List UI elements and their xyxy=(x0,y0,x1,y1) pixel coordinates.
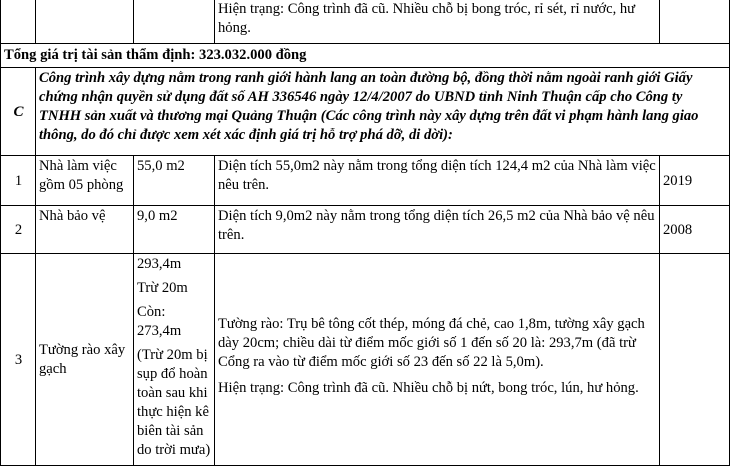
item-quantity xyxy=(134,254,215,466)
item-quantity: 55,0 m2 xyxy=(134,156,215,206)
status-paragraph: Hiện trạng: Công trình đã cũ. Nhiều chỗ bị nứt, bong tróc, lún, hư hỏng. xyxy=(218,380,639,396)
table-row xyxy=(1,156,730,206)
qty-note: (Trừ 20m bị sụp đổ hoàn toàn sau khi thực hiện kê biên tài sản do trời mưa) xyxy=(137,347,211,458)
row-number: 1 xyxy=(1,156,36,206)
table-row xyxy=(1,206,730,254)
section-c-row xyxy=(1,68,730,156)
cell-year xyxy=(660,0,730,44)
row-number: 3 xyxy=(1,254,36,466)
cell-no xyxy=(1,0,36,44)
cell-name xyxy=(36,0,134,44)
item-name: Tường rào xây gạch xyxy=(36,254,134,466)
total-value-row xyxy=(1,44,730,68)
item-year: 2019 xyxy=(660,156,730,206)
row-number: 2 xyxy=(1,206,36,254)
qty-line: 293,4m xyxy=(137,256,182,272)
qty-line: Còn: 273,4m xyxy=(137,304,182,339)
item-description: Diện tích 9,0m2 này nằm trong tổng diện tích 26,5 m2 của Nhà bảo vệ nêu trên. xyxy=(215,206,660,254)
section-label: C xyxy=(1,68,36,156)
status-description: Hiện trạng: Công trình đã cũ. Nhiều chỗ bị bong tróc, rỉ sét, rỉ nước, hư hỏng. xyxy=(215,0,660,44)
total-value-text: Tổng giá trị tài sản thẩm định: 323.032.000 đồng xyxy=(1,44,730,68)
qty-line: Trừ 20m xyxy=(137,280,188,296)
description-paragraph: Tường rào: Trụ bê tông cốt thép, móng đá chẻ, cao 1,8m, tường xây gạch dày 20cm; chiều dài từ điểm mốc giới số 1 đến số 20 là: 293,7m (đã trừ Cổng ra vào từ điểm mốc giới số 23 đến số 22 là 5,0m). xyxy=(218,316,645,370)
item-description xyxy=(215,254,660,466)
table-row-top xyxy=(1,0,730,44)
cell-qty xyxy=(134,0,215,44)
item-name: Nhà làm việc gồm 05 phòng xyxy=(36,156,134,206)
item-year xyxy=(660,254,730,466)
item-name: Nhà bảo vệ xyxy=(36,206,134,254)
table-row xyxy=(1,254,730,466)
item-quantity: 9,0 m2 xyxy=(134,206,215,254)
item-description: Diện tích 55,0m2 này nằm trong tổng diện tích 124,4 m2 của Nhà làm việc nêu trên. xyxy=(215,156,660,206)
section-description: Công trình xây dựng nằm trong ranh giới hành lang an toàn đường bộ, đồng thời nằm ngoài ranh giới Giấy chứng nhận quyền sử dụng đất số AH 336546 ngày 12/4/2007 do UBND tỉnh Ninh Thuận cấp cho Công ty TNHH sản xuất và thương mại Quảng Thuận (Các công trình này xây dựng trên đất vi phạm hành lang giao thông, do đó chỉ được xem xét xác định giá trị hỗ trợ phá dỡ, di dời): xyxy=(36,68,730,156)
item-year: 2008 xyxy=(660,206,730,254)
